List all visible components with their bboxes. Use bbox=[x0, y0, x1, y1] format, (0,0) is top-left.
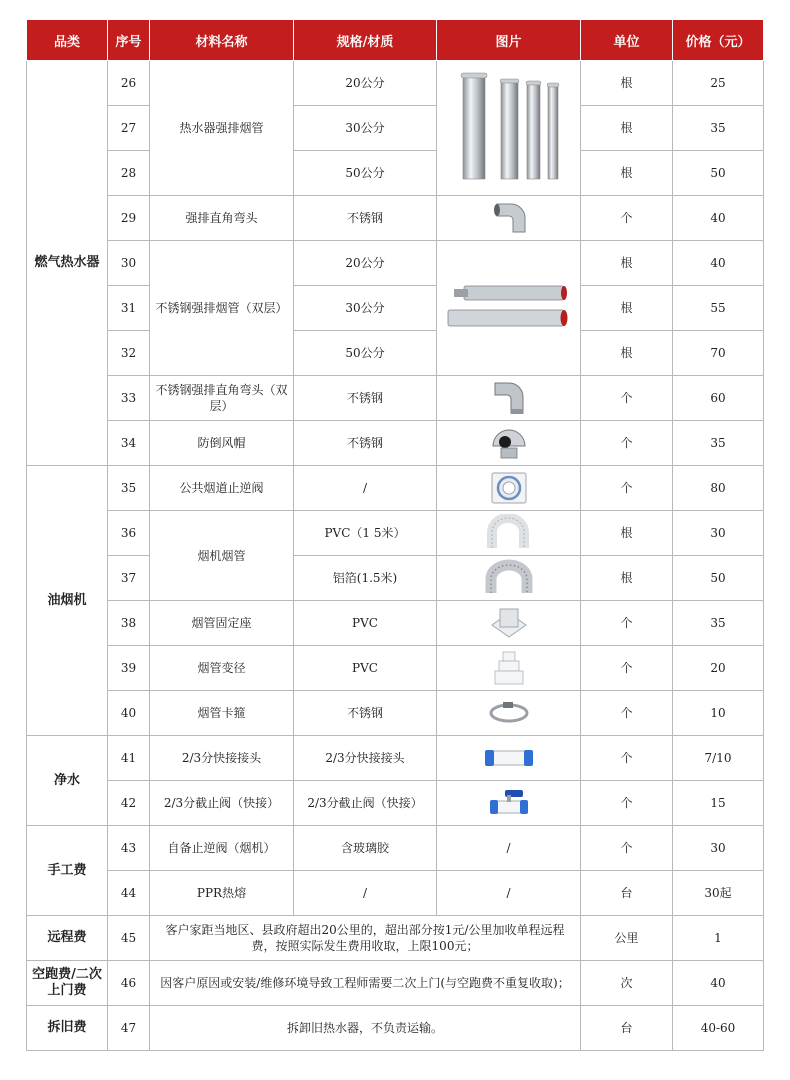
double-elbow-icon bbox=[491, 379, 527, 417]
unit: 台 bbox=[581, 1006, 673, 1051]
unit: 公里 bbox=[581, 916, 673, 961]
image-cell bbox=[437, 61, 581, 196]
price: 40 bbox=[673, 961, 764, 1006]
table-row bbox=[27, 61, 764, 106]
fee-description: 因客户原因或安装/维修环境导致工程师需要二次上门(与空跑费不重复收取)； bbox=[150, 961, 581, 1006]
spec: 不锈钢 bbox=[294, 421, 437, 466]
spec: PVC（1 5米） bbox=[294, 511, 437, 556]
unit: 根 bbox=[581, 241, 673, 286]
row-number: 47 bbox=[108, 1006, 150, 1051]
unit: 个 bbox=[581, 601, 673, 646]
row-number: 43 bbox=[108, 826, 150, 871]
material-name: 不锈钢强排烟管（双层） bbox=[150, 241, 294, 376]
table-row bbox=[27, 646, 764, 691]
spec: 含玻璃胶 bbox=[294, 826, 437, 871]
row-number: 42 bbox=[108, 781, 150, 826]
image-cell bbox=[437, 736, 581, 781]
price: 50 bbox=[673, 151, 764, 196]
spec: / bbox=[294, 871, 437, 916]
spec: 不锈钢 bbox=[294, 376, 437, 421]
unit: 个 bbox=[581, 421, 673, 466]
price: 30 bbox=[673, 511, 764, 556]
table-row bbox=[27, 601, 764, 646]
row-number: 31 bbox=[108, 286, 150, 331]
table-row bbox=[27, 376, 764, 421]
row-number: 26 bbox=[108, 61, 150, 106]
image-cell bbox=[437, 421, 581, 466]
row-number: 44 bbox=[108, 871, 150, 916]
price-table bbox=[26, 19, 764, 1051]
unit: 个 bbox=[581, 376, 673, 421]
material-name: 烟机烟管 bbox=[150, 511, 294, 601]
unit: 个 bbox=[581, 781, 673, 826]
header-unit: 单位 bbox=[581, 20, 673, 61]
table-row bbox=[27, 826, 764, 871]
price: 80 bbox=[673, 466, 764, 511]
material-name: 防倒风帽 bbox=[150, 421, 294, 466]
table-row bbox=[27, 691, 764, 736]
price: 35 bbox=[673, 601, 764, 646]
image-cell bbox=[437, 691, 581, 736]
spec: 20公分 bbox=[294, 61, 437, 106]
unit: 根 bbox=[581, 106, 673, 151]
spec: PVC bbox=[294, 601, 437, 646]
row-number: 33 bbox=[108, 376, 150, 421]
header-row bbox=[27, 20, 764, 61]
category-idle: 空跑费/二次上门费 bbox=[27, 961, 108, 1006]
row-number: 30 bbox=[108, 241, 150, 286]
price: 15 bbox=[673, 781, 764, 826]
table-row bbox=[27, 286, 764, 331]
table-row bbox=[27, 781, 764, 826]
unit: 根 bbox=[581, 286, 673, 331]
table-row bbox=[27, 916, 764, 961]
table-row bbox=[27, 331, 764, 376]
spec: 20公分 bbox=[294, 241, 437, 286]
reducer-icon bbox=[492, 649, 526, 687]
spec: 50公分 bbox=[294, 331, 437, 376]
table-row bbox=[27, 736, 764, 781]
spec: 铝箔(1.5米) bbox=[294, 556, 437, 601]
header-image: 图片 bbox=[437, 20, 581, 61]
image-cell bbox=[437, 466, 581, 511]
material-name: PPR热熔 bbox=[150, 871, 294, 916]
category-gas-heater: 燃气热水器 bbox=[27, 61, 108, 466]
unit: 个 bbox=[581, 826, 673, 871]
category-water: 净水 bbox=[27, 736, 108, 826]
image-cell bbox=[437, 196, 581, 241]
price: 7/10 bbox=[673, 736, 764, 781]
foil-duct-icon bbox=[485, 559, 533, 597]
price: 40 bbox=[673, 241, 764, 286]
image-cell bbox=[437, 646, 581, 691]
table-row bbox=[27, 466, 764, 511]
row-number: 37 bbox=[108, 556, 150, 601]
spec: 30公分 bbox=[294, 286, 437, 331]
row-number: 45 bbox=[108, 916, 150, 961]
price: 10 bbox=[673, 691, 764, 736]
price: 20 bbox=[673, 646, 764, 691]
elbow-pipe-icon bbox=[489, 198, 529, 238]
spec: 50公分 bbox=[294, 151, 437, 196]
price: 55 bbox=[673, 286, 764, 331]
row-number: 38 bbox=[108, 601, 150, 646]
table-row bbox=[27, 961, 764, 1006]
price: 1 bbox=[673, 916, 764, 961]
category-removal: 拆旧费 bbox=[27, 1006, 108, 1051]
row-number: 27 bbox=[108, 106, 150, 151]
quick-connector-icon bbox=[481, 741, 537, 775]
table-row bbox=[27, 196, 764, 241]
duct-base-icon bbox=[488, 603, 530, 643]
clamp-icon bbox=[487, 698, 531, 728]
row-number: 40 bbox=[108, 691, 150, 736]
unit: 根 bbox=[581, 331, 673, 376]
table-row bbox=[27, 511, 764, 556]
spec: 30公分 bbox=[294, 106, 437, 151]
table-row bbox=[27, 106, 764, 151]
table-row bbox=[27, 1006, 764, 1051]
row-number: 34 bbox=[108, 421, 150, 466]
row-number: 29 bbox=[108, 196, 150, 241]
category-labor: 手工费 bbox=[27, 826, 108, 916]
pvc-duct-icon bbox=[486, 514, 532, 552]
material-name: 烟管卡箍 bbox=[150, 691, 294, 736]
row-number: 41 bbox=[108, 736, 150, 781]
spec: 2/3分快接接头 bbox=[294, 736, 437, 781]
price: 30起 bbox=[673, 871, 764, 916]
material-name: 热水器强排烟管 bbox=[150, 61, 294, 196]
unit: 台 bbox=[581, 871, 673, 916]
spec: 2/3分截止阀（快接） bbox=[294, 781, 437, 826]
row-number: 36 bbox=[108, 511, 150, 556]
fee-description: 客户家距当地区、县政府超出20公里的，超出部分按1元/公里加收单程远程费，按照实际发生费用收取，上限100元； bbox=[150, 916, 581, 961]
material-name: 强排直角弯头 bbox=[150, 196, 294, 241]
wind-cap-icon bbox=[489, 424, 529, 462]
unit: 根 bbox=[581, 151, 673, 196]
double-layer-pipe-icon bbox=[444, 278, 574, 338]
category-remote: 远程费 bbox=[27, 916, 108, 961]
fee-description: 拆卸旧热水器，不负责运输。 bbox=[150, 1006, 581, 1051]
stainless-pipes-icon bbox=[449, 69, 569, 187]
material-name: 自备止逆阀（烟机） bbox=[150, 826, 294, 871]
material-name: 不锈钢强排直角弯头（双层） bbox=[150, 376, 294, 421]
spec: 不锈钢 bbox=[294, 691, 437, 736]
header-spec: 规格/材质 bbox=[294, 20, 437, 61]
check-valve-icon bbox=[489, 469, 529, 507]
unit: 个 bbox=[581, 466, 673, 511]
unit: 根 bbox=[581, 556, 673, 601]
table-row bbox=[27, 151, 764, 196]
row-number: 28 bbox=[108, 151, 150, 196]
stop-valve-icon bbox=[487, 785, 531, 821]
image-cell bbox=[437, 781, 581, 826]
unit: 根 bbox=[581, 61, 673, 106]
unit: 次 bbox=[581, 961, 673, 1006]
material-name: 烟管固定座 bbox=[150, 601, 294, 646]
price: 40-60 bbox=[673, 1006, 764, 1051]
row-number: 39 bbox=[108, 646, 150, 691]
row-number: 46 bbox=[108, 961, 150, 1006]
price: 70 bbox=[673, 331, 764, 376]
price-table-container bbox=[26, 19, 763, 1051]
image-cell bbox=[437, 511, 581, 556]
table-row bbox=[27, 556, 764, 601]
price: 60 bbox=[673, 376, 764, 421]
unit: 个 bbox=[581, 691, 673, 736]
image-cell bbox=[437, 241, 581, 376]
spec: PVC bbox=[294, 646, 437, 691]
unit: 根 bbox=[581, 511, 673, 556]
image-cell: / bbox=[437, 826, 581, 871]
image-cell bbox=[437, 376, 581, 421]
spec: 不锈钢 bbox=[294, 196, 437, 241]
category-range-hood: 油烟机 bbox=[27, 466, 108, 736]
price: 30 bbox=[673, 826, 764, 871]
table-row bbox=[27, 241, 764, 286]
table-row bbox=[27, 421, 764, 466]
price: 25 bbox=[673, 61, 764, 106]
row-number: 35 bbox=[108, 466, 150, 511]
header-category: 品类 bbox=[27, 20, 108, 61]
image-cell bbox=[437, 601, 581, 646]
header-price: 价格（元） bbox=[673, 20, 764, 61]
header-number: 序号 bbox=[108, 20, 150, 61]
price: 50 bbox=[673, 556, 764, 601]
material-name: 烟管变径 bbox=[150, 646, 294, 691]
image-cell bbox=[437, 556, 581, 601]
price: 35 bbox=[673, 421, 764, 466]
price: 35 bbox=[673, 106, 764, 151]
price: 40 bbox=[673, 196, 764, 241]
header-material: 材料名称 bbox=[150, 20, 294, 61]
material-name: 2/3分截止阀（快接） bbox=[150, 781, 294, 826]
spec: / bbox=[294, 466, 437, 511]
material-name: 2/3分快接接头 bbox=[150, 736, 294, 781]
material-name: 公共烟道止逆阀 bbox=[150, 466, 294, 511]
unit: 个 bbox=[581, 196, 673, 241]
unit: 个 bbox=[581, 646, 673, 691]
table-row bbox=[27, 871, 764, 916]
unit: 个 bbox=[581, 736, 673, 781]
row-number: 32 bbox=[108, 331, 150, 376]
image-cell: / bbox=[437, 871, 581, 916]
